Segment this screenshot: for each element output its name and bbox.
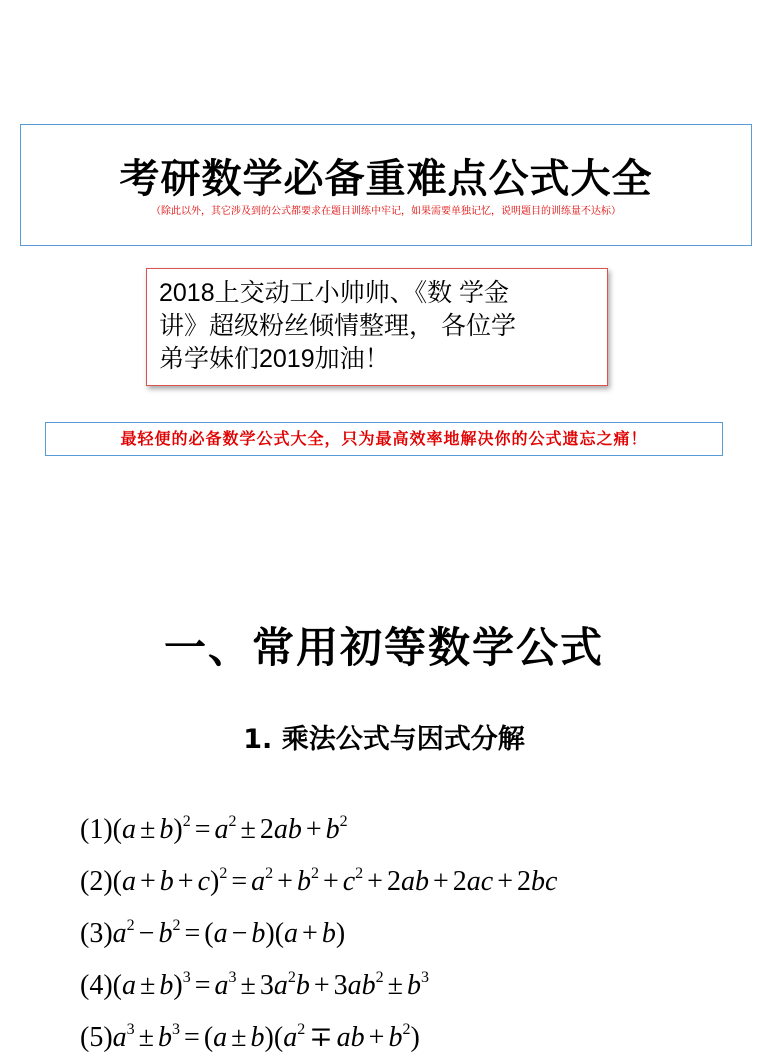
formula-list [80,804,760,1064]
formula-label: (5) [80,1022,113,1053]
formula-1: $(1)(a \pm b)^2 = a^2 \pm 2ab + b^2$ [80,813,348,845]
slogan-banner: 最轻便的必备数学公式大全，只为最高效率地解决你的公式遗忘之痛！ [45,422,723,456]
formula-label: (3) [80,918,113,949]
formula-label: (1) [80,814,113,845]
intro-box [146,268,608,386]
title-box [20,124,752,246]
title-note: （除此以外，其它涉及到的公式都要求在题目训练中牢记，如果需要单独记忆，说明题目的训练量不达标） [151,206,621,217]
subsection-heading: 1. 乘法公式与因式分解 [243,724,525,755]
formula-3: $(3)a^2 - b^2 = (a - b)(a + b)$ [80,917,346,949]
intro-line: 讲》超级粉丝倾情整理， 各位学 [159,312,516,340]
intro-line: 2018上交动工小帅帅、《数 学金 [159,279,510,307]
document-title: 考研数学必备重难点公式大全 [119,156,653,202]
intro-line: 弟学妹们2019加油！ [159,345,390,373]
formula-label: (2) [80,866,113,897]
formula-4: $(4)(a \pm b)^3 = a^3 \pm 3a^2b + 3ab^2 \pm b^3$ [80,969,430,1001]
formula-5: $(5)a^3 \pm b^3 = (a \pm b)(a^2$ ∓ ab + $b^2$) [80,1021,420,1053]
formula-2: $(2)(a + b + c)^2 = a^2 + b^2 + c^2 + 2ab + 2ac + 2bc$ [80,865,558,897]
formula-label: (4) [80,970,113,1001]
section-heading: 一、常用初等数学公式 [163,623,604,672]
